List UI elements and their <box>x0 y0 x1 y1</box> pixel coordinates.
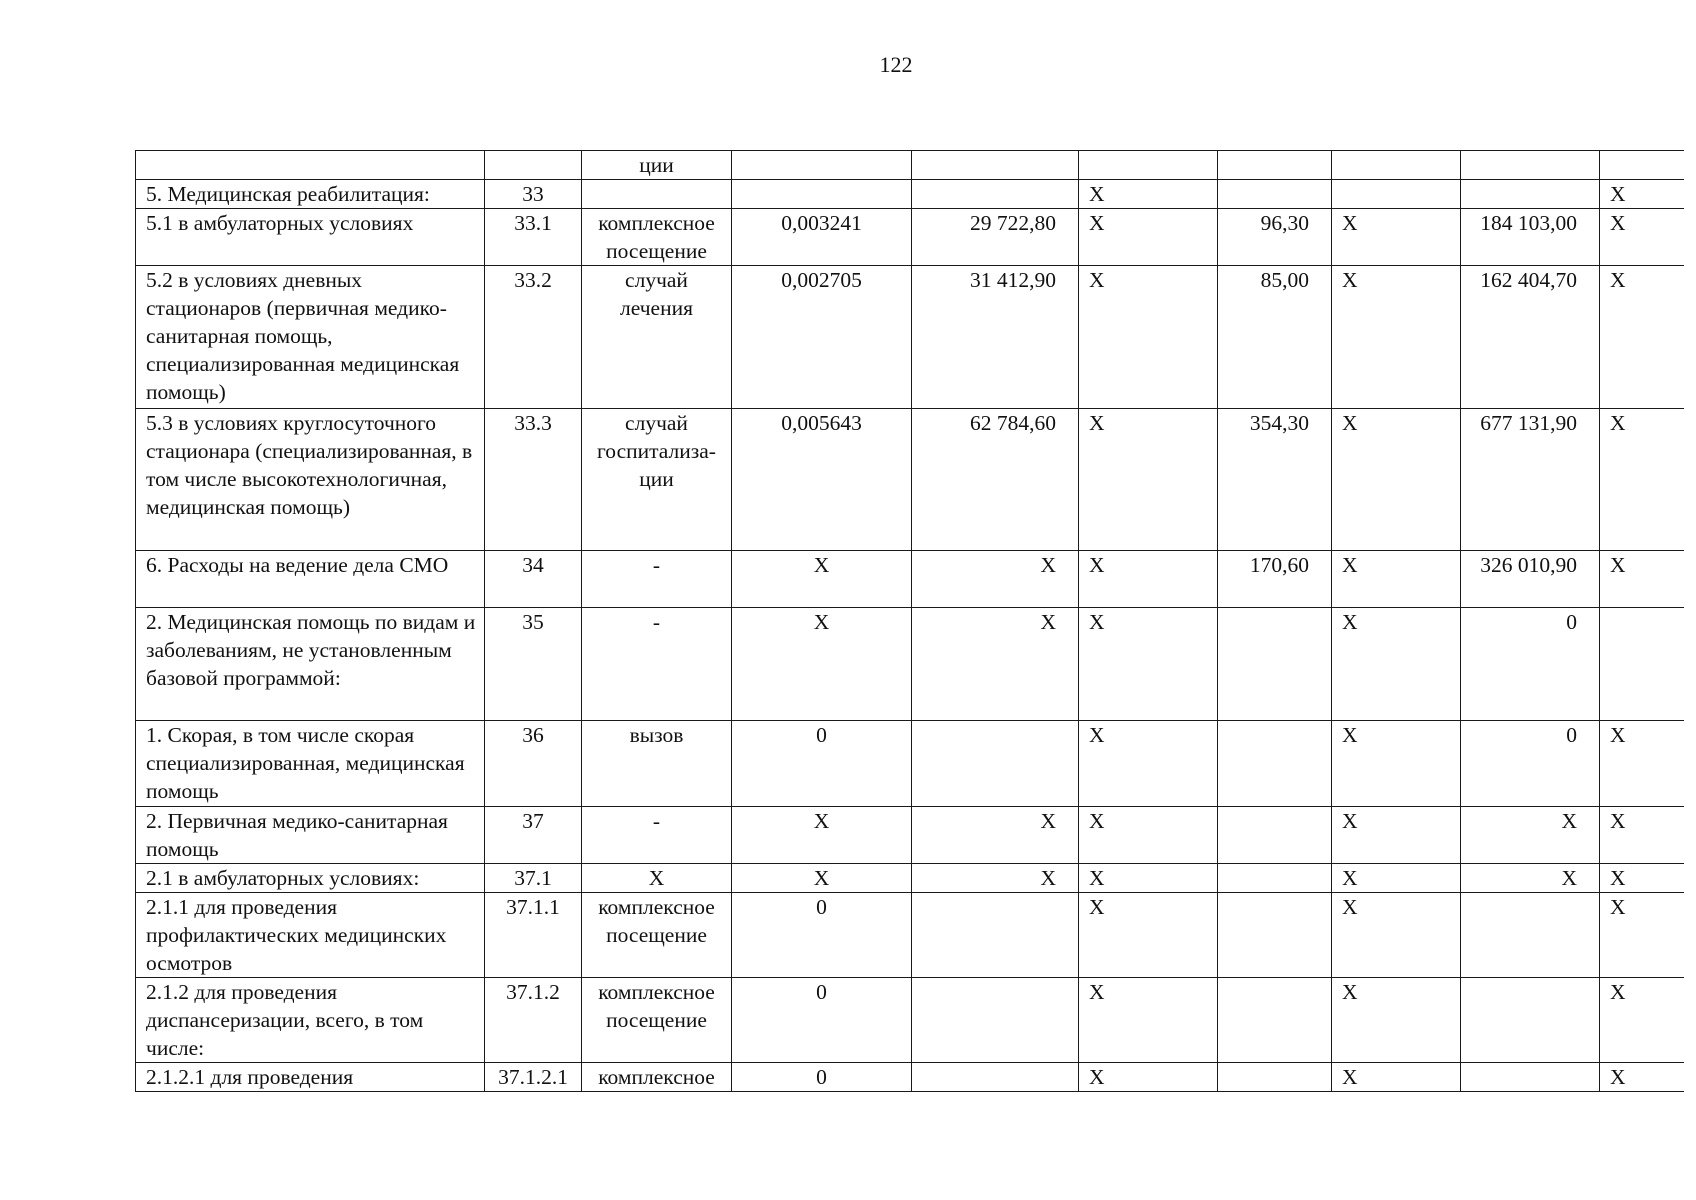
cell-col7 <box>1218 864 1332 893</box>
cell-col5: X <box>912 864 1079 893</box>
cell-col4: 0,005643 <box>732 409 912 551</box>
cell-col8: X <box>1332 807 1461 864</box>
cell-col10: X <box>1600 409 1684 551</box>
cell-col5: X <box>912 807 1079 864</box>
cell-col6: X <box>1079 266 1218 409</box>
cell-col4: 0 <box>732 721 912 807</box>
cell-code: 37 <box>485 807 582 864</box>
cell-col4: 0 <box>732 893 912 978</box>
cell-col9: X <box>1461 864 1600 893</box>
cell-name: 5.3 в условиях круглосуточного стационара (специализированная, в том числе высокотехнологичная, медицинская помощь) <box>136 409 485 551</box>
cell-col7 <box>1218 807 1332 864</box>
cell-col7: 96,30 <box>1218 209 1332 266</box>
cell-col6: X <box>1079 893 1218 978</box>
cell-col4: 0,002705 <box>732 266 912 409</box>
cell-col6: X <box>1079 608 1218 721</box>
cell-col6 <box>1079 151 1218 180</box>
table-row <box>136 209 1684 266</box>
table-row <box>136 893 1684 978</box>
cell-col9 <box>1461 978 1600 1063</box>
cell-col9: 184 103,00 <box>1461 209 1600 266</box>
cell-unit: вызов <box>582 721 732 807</box>
cell-col7 <box>1218 151 1332 180</box>
cell-col7 <box>1218 608 1332 721</box>
cell-unit: - <box>582 807 732 864</box>
cell-col6: X <box>1079 180 1218 209</box>
cell-code: 33 <box>485 180 582 209</box>
table-row <box>136 978 1684 1063</box>
cell-col7 <box>1218 893 1332 978</box>
cell-col10 <box>1600 151 1684 180</box>
cell-name: 5.2 в условиях дневных стационаров (первичная медико-санитарная помощь, специализированная медицинская помощь) <box>136 266 485 409</box>
cell-col9: 0 <box>1461 608 1600 721</box>
table-row <box>136 551 1684 608</box>
cell-unit: комплексное посещение <box>582 209 732 266</box>
cell-col6: X <box>1079 1063 1218 1092</box>
cell-col8: X <box>1332 893 1461 978</box>
table-row <box>136 409 1684 551</box>
table-row <box>136 721 1684 807</box>
cell-col5: X <box>912 608 1079 721</box>
cell-col8 <box>1332 180 1461 209</box>
cell-col7 <box>1218 180 1332 209</box>
cell-col6: X <box>1079 551 1218 608</box>
cell-name: 2.1.2 для проведения диспансеризации, всего, в том числе: <box>136 978 485 1063</box>
cell-col9 <box>1461 1063 1600 1092</box>
cell-code: 35 <box>485 608 582 721</box>
cell-unit: - <box>582 608 732 721</box>
cell-col9 <box>1461 893 1600 978</box>
cell-name: 2.1 в амбулаторных условиях: <box>136 864 485 893</box>
cell-col6: X <box>1079 864 1218 893</box>
cell-col8: X <box>1332 409 1461 551</box>
cell-code: 37.1.2.1 <box>485 1063 582 1092</box>
cell-col10: X <box>1600 978 1684 1063</box>
cell-col5 <box>912 721 1079 807</box>
cell-name: 2. Первичная медико-санитарная помощь <box>136 807 485 864</box>
table-row <box>136 151 1684 180</box>
cell-unit: случай госпитализа-ции <box>582 409 732 551</box>
cell-col8: X <box>1332 551 1461 608</box>
cell-col8: X <box>1332 1063 1461 1092</box>
cell-col7: 170,60 <box>1218 551 1332 608</box>
cell-col9: X <box>1461 807 1600 864</box>
cell-col5 <box>912 893 1079 978</box>
cell-col7: 354,30 <box>1218 409 1332 551</box>
cell-col5: X <box>912 551 1079 608</box>
cell-name: 5. Медицинская реабилитация: <box>136 180 485 209</box>
cell-col8 <box>1332 151 1461 180</box>
cell-unit: комплексное посещение <box>582 893 732 978</box>
cell-unit <box>582 180 732 209</box>
cell-code: 33.2 <box>485 266 582 409</box>
cell-col6: X <box>1079 978 1218 1063</box>
data-table <box>135 150 1684 1092</box>
cell-col5 <box>912 151 1079 180</box>
cell-col6: X <box>1079 721 1218 807</box>
cell-col9 <box>1461 180 1600 209</box>
cell-col4: 0 <box>732 1063 912 1092</box>
cell-col10: X <box>1600 864 1684 893</box>
cell-col8: X <box>1332 608 1461 721</box>
cell-col8: X <box>1332 266 1461 409</box>
cell-col6: X <box>1079 209 1218 266</box>
cell-col5: 62 784,60 <box>912 409 1079 551</box>
cell-col4: 0,003241 <box>732 209 912 266</box>
cell-name: 1. Скорая, в том числе скорая специализированная, медицинская помощь <box>136 721 485 807</box>
cell-col10: X <box>1600 1063 1684 1092</box>
cell-unit: комплексное <box>582 1063 732 1092</box>
cell-code <box>485 151 582 180</box>
cell-col8: X <box>1332 978 1461 1063</box>
table-row <box>136 864 1684 893</box>
cell-col6: X <box>1079 807 1218 864</box>
cell-col6: X <box>1079 409 1218 551</box>
cell-col7 <box>1218 978 1332 1063</box>
cell-col10: X <box>1600 209 1684 266</box>
cell-col9 <box>1461 151 1600 180</box>
cell-col4: X <box>732 608 912 721</box>
cell-col4: X <box>732 864 912 893</box>
cell-col4: X <box>732 807 912 864</box>
cell-col7 <box>1218 721 1332 807</box>
table-row <box>136 807 1684 864</box>
cell-code: 33.1 <box>485 209 582 266</box>
cell-col10: X <box>1600 551 1684 608</box>
cell-col8: X <box>1332 721 1461 807</box>
cell-col10: X <box>1600 266 1684 409</box>
cell-col4: 0 <box>732 978 912 1063</box>
cell-col4: X <box>732 551 912 608</box>
cell-code: 37.1 <box>485 864 582 893</box>
table-row <box>136 180 1684 209</box>
cell-name: 2.1.1 для проведения профилактических медицинских осмотров <box>136 893 485 978</box>
cell-unit: X <box>582 864 732 893</box>
page-number: 122 <box>879 52 913 77</box>
table-row <box>136 608 1684 721</box>
cell-name: 2. Медицинская помощь по видам и заболеваниям, не установленным базовой программой: <box>136 608 485 721</box>
cell-col7: 85,00 <box>1218 266 1332 409</box>
cell-col10: X <box>1600 721 1684 807</box>
cell-col9: 677 131,90 <box>1461 409 1600 551</box>
cell-col9: 0 <box>1461 721 1600 807</box>
cell-col10: X <box>1600 893 1684 978</box>
cell-col5: 29 722,80 <box>912 209 1079 266</box>
cell-name <box>136 151 485 180</box>
cell-col10: X <box>1600 807 1684 864</box>
cell-code: 37.1.1 <box>485 893 582 978</box>
cell-unit: - <box>582 551 732 608</box>
cell-col4 <box>732 180 912 209</box>
cell-col4 <box>732 151 912 180</box>
cell-name: 6. Расходы на ведение дела СМО <box>136 551 485 608</box>
cell-code: 33.3 <box>485 409 582 551</box>
cell-col5 <box>912 180 1079 209</box>
cell-col9: 162 404,70 <box>1461 266 1600 409</box>
cell-unit: случай лечения <box>582 266 732 409</box>
cell-code: 34 <box>485 551 582 608</box>
cell-col7 <box>1218 1063 1332 1092</box>
cell-name: 2.1.2.1 для проведения <box>136 1063 485 1092</box>
cell-unit: комплексное посещение <box>582 978 732 1063</box>
cell-col5 <box>912 978 1079 1063</box>
cell-code: 36 <box>485 721 582 807</box>
table-row <box>136 266 1684 409</box>
table-row <box>136 1063 1684 1092</box>
cell-col8: X <box>1332 209 1461 266</box>
cell-unit: ции <box>582 151 732 180</box>
cell-col5 <box>912 1063 1079 1092</box>
cell-col10: X <box>1600 180 1684 209</box>
cell-name: 5.1 в амбулаторных условиях <box>136 209 485 266</box>
cell-col10 <box>1600 608 1684 721</box>
cell-col9: 326 010,90 <box>1461 551 1600 608</box>
cell-code: 37.1.2 <box>485 978 582 1063</box>
cell-col8: X <box>1332 864 1461 893</box>
cell-col5: 31 412,90 <box>912 266 1079 409</box>
